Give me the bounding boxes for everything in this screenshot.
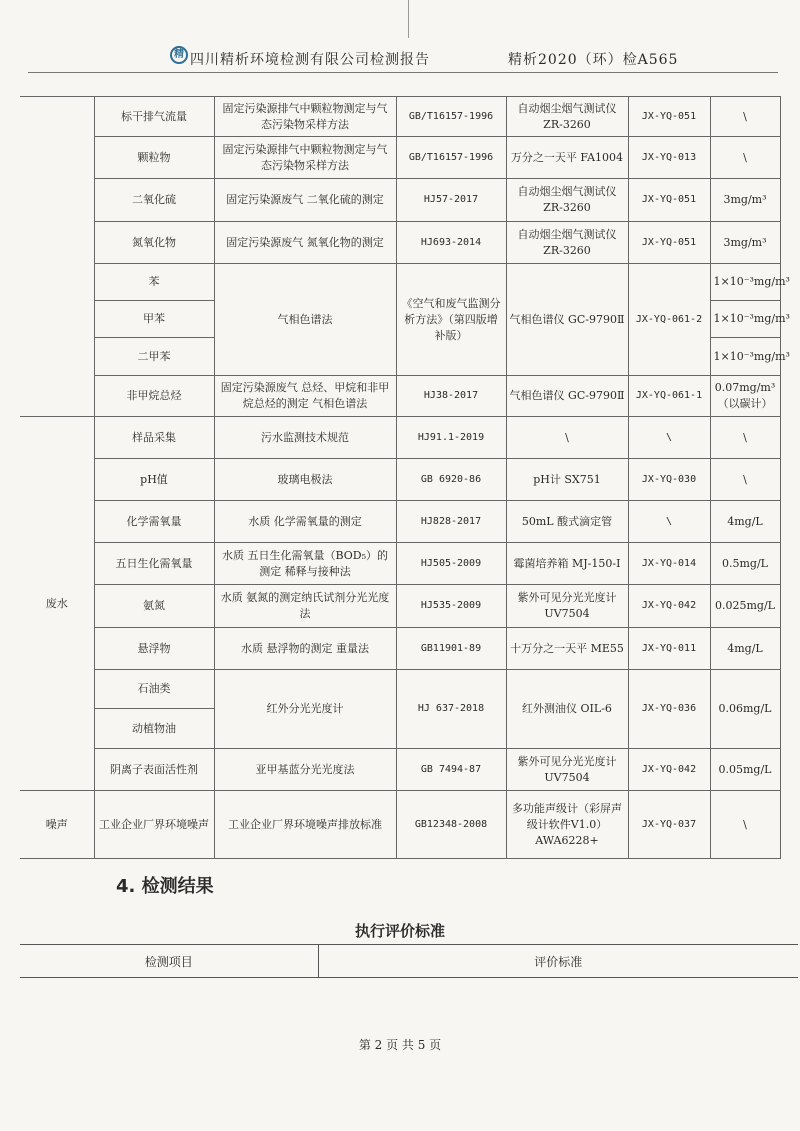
instrument-cell: 紫外可见分光光度计 UV7504: [506, 749, 628, 791]
method-cell: 工业企业厂界环境噪声排放标准: [214, 791, 396, 859]
table-row: [20, 543, 780, 585]
instrument-cell: 万分之一天平 FA1004: [506, 137, 628, 179]
report-header: [0, 44, 800, 94]
item-cell: 二氧化硫: [94, 179, 214, 222]
item-cell: 石油类: [94, 670, 214, 709]
limit-cell: \: [710, 791, 780, 859]
category-cell-noise: 噪声: [20, 791, 94, 859]
limit-cell: 0.07mg/m³（以碳计）: [710, 376, 780, 417]
item-cell: 阴离子表面活性剂: [94, 749, 214, 791]
method-cell: 水质 悬浮物的测定 重量法: [214, 628, 396, 670]
table-row: [20, 791, 780, 859]
method-cell: 水质 五日生化需氧量（BOD₅）的测定 稀释与接种法: [214, 543, 396, 585]
limit-cell: 4mg/L: [710, 628, 780, 670]
instrument-cell: 50mL 酸式滴定管: [506, 501, 628, 543]
method-cell: 亚甲基蓝分光光度法: [214, 749, 396, 791]
instrument-cell: 自动烟尘烟气测试仪 ZR-3260: [506, 97, 628, 137]
category-cell: [20, 97, 94, 417]
equip-no-cell: JX-YQ-061-1: [628, 376, 710, 417]
instrument-cell: \: [506, 417, 628, 459]
page-number: 第 2 页 共 5 页: [358, 1038, 442, 1052]
standard-cell: HJ 637-2018: [396, 670, 506, 749]
equip-no-cell: JX-YQ-011: [628, 628, 710, 670]
instrument-cell: 气相色谱仪 GC-9790Ⅱ: [506, 376, 628, 417]
table-row: [20, 670, 780, 709]
equip-no-cell: JX-YQ-030: [628, 459, 710, 501]
limit-cell: 0.05mg/L: [710, 749, 780, 791]
instrument-cell: 十万分之一天平 ME55: [506, 628, 628, 670]
item-cell: 化学需氧量: [94, 501, 214, 543]
table-row: [20, 749, 780, 791]
item-cell: 样品采集: [94, 417, 214, 459]
report-number: 精析2020（环）检A565: [508, 52, 679, 68]
method-cell: 气相色谱法: [214, 264, 396, 376]
table-row: [20, 501, 780, 543]
instrument-cell: 气相色谱仪 GC-9790Ⅱ: [506, 264, 628, 376]
standard-cell: GB 6920-86: [396, 459, 506, 501]
table-row: [20, 97, 780, 137]
item-cell: pH值: [94, 459, 214, 501]
standard-cell: 《空气和废气监测分析方法》（第四版增补版）: [396, 264, 506, 376]
item-cell: 二甲苯: [94, 338, 214, 376]
method-cell: 水质 化学需氧量的测定: [214, 501, 396, 543]
standard-cell: HJ91.1-2019: [396, 417, 506, 459]
equip-no-cell: JX-YQ-051: [628, 222, 710, 264]
company-logo-icon: 精: [170, 46, 188, 64]
table-row: [20, 585, 780, 628]
col-header-standard: 评价标准: [318, 945, 798, 978]
limit-cell: 1×10⁻³mg/m³: [710, 338, 780, 376]
limit-cell: 3mg/m³: [710, 222, 780, 264]
instrument-cell: 自动烟尘烟气测试仪 ZR-3260: [506, 179, 628, 222]
table-row: [20, 222, 780, 264]
standard-cell: HJ535-2009: [396, 585, 506, 628]
item-cell: 动植物油: [94, 709, 214, 749]
limit-cell: 0.5mg/L: [710, 543, 780, 585]
limit-cell: 3mg/m³: [710, 179, 780, 222]
method-cell: 固定污染源排气中颗粒物测定与气态污染物采样方法: [214, 137, 396, 179]
standard-cell: GB11901-89: [396, 628, 506, 670]
method-cell: 固定污染源废气 总烃、甲烷和非甲烷总烃的测定 气相色谱法: [214, 376, 396, 417]
limit-cell: 0.06mg/L: [710, 670, 780, 749]
equip-no-cell: JX-YQ-061-2: [628, 264, 710, 376]
standard-cell: HJ693-2014: [396, 222, 506, 264]
item-cell: 标干排气流量: [94, 97, 214, 137]
item-cell: 苯: [94, 264, 214, 301]
limit-cell: 1×10⁻³mg/m³: [710, 264, 780, 301]
method-cell: 水质 氨氮的测定纳氏试剂分光光度法: [214, 585, 396, 628]
equip-no-cell: JX-YQ-042: [628, 749, 710, 791]
item-cell: 氮氧化物: [94, 222, 214, 264]
eval-standard-table: [20, 944, 798, 978]
table-row: [20, 417, 780, 459]
item-cell: 氨氮: [94, 585, 214, 628]
col-header-item: 检测项目: [20, 945, 318, 978]
method-table: [20, 96, 790, 859]
limit-cell: \: [710, 459, 780, 501]
equip-no-cell: JX-YQ-042: [628, 585, 710, 628]
company-name: 四川精析环境检测有限公司检测报告: [190, 52, 430, 68]
limit-cell: 1×10⁻³mg/m³: [710, 301, 780, 338]
category-cell-wastewater: 废水: [20, 417, 94, 791]
method-cell: 固定污染源废气 氮氧化物的测定: [214, 222, 396, 264]
item-cell: 五日生化需氧量: [94, 543, 214, 585]
table-row: [20, 376, 780, 417]
item-cell: 工业企业厂界环境噪声: [94, 791, 214, 859]
binding-line: [408, 0, 409, 38]
standard-cell: GB/T16157-1996: [396, 97, 506, 137]
equip-no-cell: \: [628, 417, 710, 459]
eval-standard-title: 执行评价标准: [354, 922, 445, 940]
method-cell: 红外分光光度计: [214, 670, 396, 749]
standard-cell: GB 7494-87: [396, 749, 506, 791]
table-row: [20, 459, 780, 501]
instrument-cell: 霉菌培养箱 MJ-150-I: [506, 543, 628, 585]
method-cell: 玻璃电极法: [214, 459, 396, 501]
instrument-cell: 红外测油仪 OIL-6: [506, 670, 628, 749]
instrument-cell: 自动烟尘烟气测试仪 ZR-3260: [506, 222, 628, 264]
limit-cell: 4mg/L: [710, 501, 780, 543]
table-row: [20, 628, 780, 670]
equip-no-cell: JX-YQ-037: [628, 791, 710, 859]
standard-cell: HJ38-2017: [396, 376, 506, 417]
limit-cell: \: [710, 137, 780, 179]
instrument-cell: pH计 SX751: [506, 459, 628, 501]
method-cell: 污水监测技术规范: [214, 417, 396, 459]
method-cell: 固定污染源排气中颗粒物测定与气态污染物采样方法: [214, 97, 396, 137]
header-rule: [28, 72, 778, 73]
equip-no-cell: JX-YQ-014: [628, 543, 710, 585]
table-row: [20, 179, 780, 222]
limit-cell: \: [710, 417, 780, 459]
table-row: [20, 264, 780, 301]
item-cell: 颗粒物: [94, 137, 214, 179]
standard-cell: HJ57-2017: [396, 179, 506, 222]
standard-cell: HJ828-2017: [396, 501, 506, 543]
standard-cell: GB12348-2008: [396, 791, 506, 859]
equip-no-cell: JX-YQ-051: [628, 179, 710, 222]
equip-no-cell: \: [628, 501, 710, 543]
limit-cell: \: [710, 97, 780, 137]
method-cell: 固定污染源废气 二氧化硫的测定: [214, 179, 396, 222]
item-cell: 甲苯: [94, 301, 214, 338]
table-header-row: [20, 945, 798, 978]
item-cell: 非甲烷总烃: [94, 376, 214, 417]
equip-no-cell: JX-YQ-051: [628, 97, 710, 137]
equip-no-cell: JX-YQ-036: [628, 670, 710, 749]
instrument-cell: 多功能声级计（彩屏声级计软件V1.0）AWA6228+: [506, 791, 628, 859]
instrument-cell: 紫外可见分光光度计 UV7504: [506, 585, 628, 628]
standard-cell: HJ505-2009: [396, 543, 506, 585]
limit-cell: 0.025mg/L: [710, 585, 780, 628]
equip-no-cell: JX-YQ-013: [628, 137, 710, 179]
standard-cell: GB/T16157-1996: [396, 137, 506, 179]
item-cell: 悬浮物: [94, 628, 214, 670]
table-row: [20, 137, 780, 179]
section-title: 4. 检测结果: [116, 876, 214, 897]
